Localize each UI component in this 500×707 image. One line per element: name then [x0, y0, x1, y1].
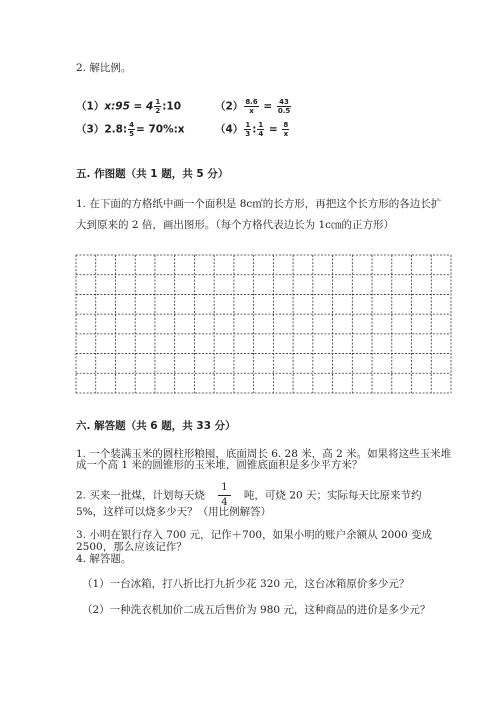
section-6-q1-line1: 1. 一个装满玉米的圆柱形粮囤，底面周长 6. 28 米，高 2 米。如果将这些玉米堆 [76, 448, 452, 460]
frac-num: 4 [129, 121, 134, 129]
fraction-four-fifths [128, 121, 135, 138]
section-6-q3-line1: 3. 小明在银行存入 700 元，记作＋700，如果小明的账户余额从 2000 变成 [76, 529, 433, 541]
section-6-q4: 4. 解答题。 [76, 553, 132, 565]
frac-den: 2 [155, 107, 161, 115]
frac-num: 8 [283, 121, 289, 129]
section-6-q1-line2: 成一个高 1 米的圆锥形的玉米堆，圆锥底面积是多少平方米？ [76, 459, 363, 471]
proportion-3 [76, 121, 185, 138]
item-number: （3） [76, 123, 105, 136]
frac-num: 1 [245, 121, 251, 129]
frac-den: 5 [129, 130, 134, 138]
section-5-heading: 五. 作图题（共 1 题，共 5 分） [76, 168, 229, 180]
expr-right: = 70%:x [136, 123, 185, 136]
fraction-8.6-over-x [244, 98, 258, 115]
frac-num: 43 [277, 98, 291, 107]
q2-text-before: 2. 买来一批煤，计划每天烧 [76, 489, 205, 502]
frac-den: 3 [245, 130, 251, 138]
fraction-one-half [154, 98, 161, 115]
section-6-q4-1: （1）一台冰箱，打八折比打九折少花 320 元，这台冰箱原价多少元？ [82, 578, 410, 590]
frac-den: 0.5 [277, 107, 291, 115]
equals-sign: = [268, 123, 278, 136]
fraction-one-third [244, 121, 251, 138]
frac-den: 4 [221, 497, 228, 508]
fraction-one-quarter [257, 121, 264, 138]
q2-text-after: 吨，可烧 20 天；实际每天比原来节约 [243, 489, 422, 502]
proportion-4 [215, 121, 290, 138]
proportion-2 [215, 98, 292, 115]
frac-num: 1 [258, 121, 264, 129]
item-number: （4） [215, 123, 244, 136]
frac-num: 8.6 [245, 98, 258, 106]
proportion-1 [76, 98, 181, 115]
frac-den: 4 [258, 130, 264, 138]
section-6-q4-2: （2）一种洗衣机加价二成五后售价为 980 元，这种商品的进价是多少元？ [82, 604, 431, 616]
section-6-q2-line2: 5%，这样可以烧多少天？（用比例解答） [76, 506, 272, 518]
expr-left: 2.8: [104, 123, 128, 136]
expr-left: x:95 = 4 [104, 100, 154, 113]
section-6-q3-line2: 2500，那么应该记作？ [76, 541, 187, 553]
item-number: （2） [215, 100, 244, 113]
section-5-q1-line1: 1. 在下面的方格纸中画一个面积是 8c㎡的长方形，再把这个长方形的各边长扩 [76, 198, 442, 210]
fraction-8-over-x [282, 121, 289, 138]
frac-den: x [283, 130, 289, 138]
fraction-43-over-0.5 [277, 98, 291, 115]
colon: : [252, 123, 257, 136]
section-6-heading: 六. 解答题（共 6 题，共 33 分） [76, 420, 236, 432]
section-5-q1-line2: 大到原来的 2 倍，画出图形。（每个方格代表边长为 1c㎝的正方形） [76, 219, 395, 231]
q2-title: 2. 解比例。 [76, 62, 132, 74]
frac-num: 1 [155, 98, 161, 106]
frac-den: x [249, 107, 254, 115]
item-number: （1） [76, 100, 105, 113]
frac-num: 1 [218, 481, 230, 496]
square-grid-paper [75, 254, 452, 394]
equals-sign: = [263, 100, 273, 113]
expr-right: :10 [162, 100, 181, 113]
